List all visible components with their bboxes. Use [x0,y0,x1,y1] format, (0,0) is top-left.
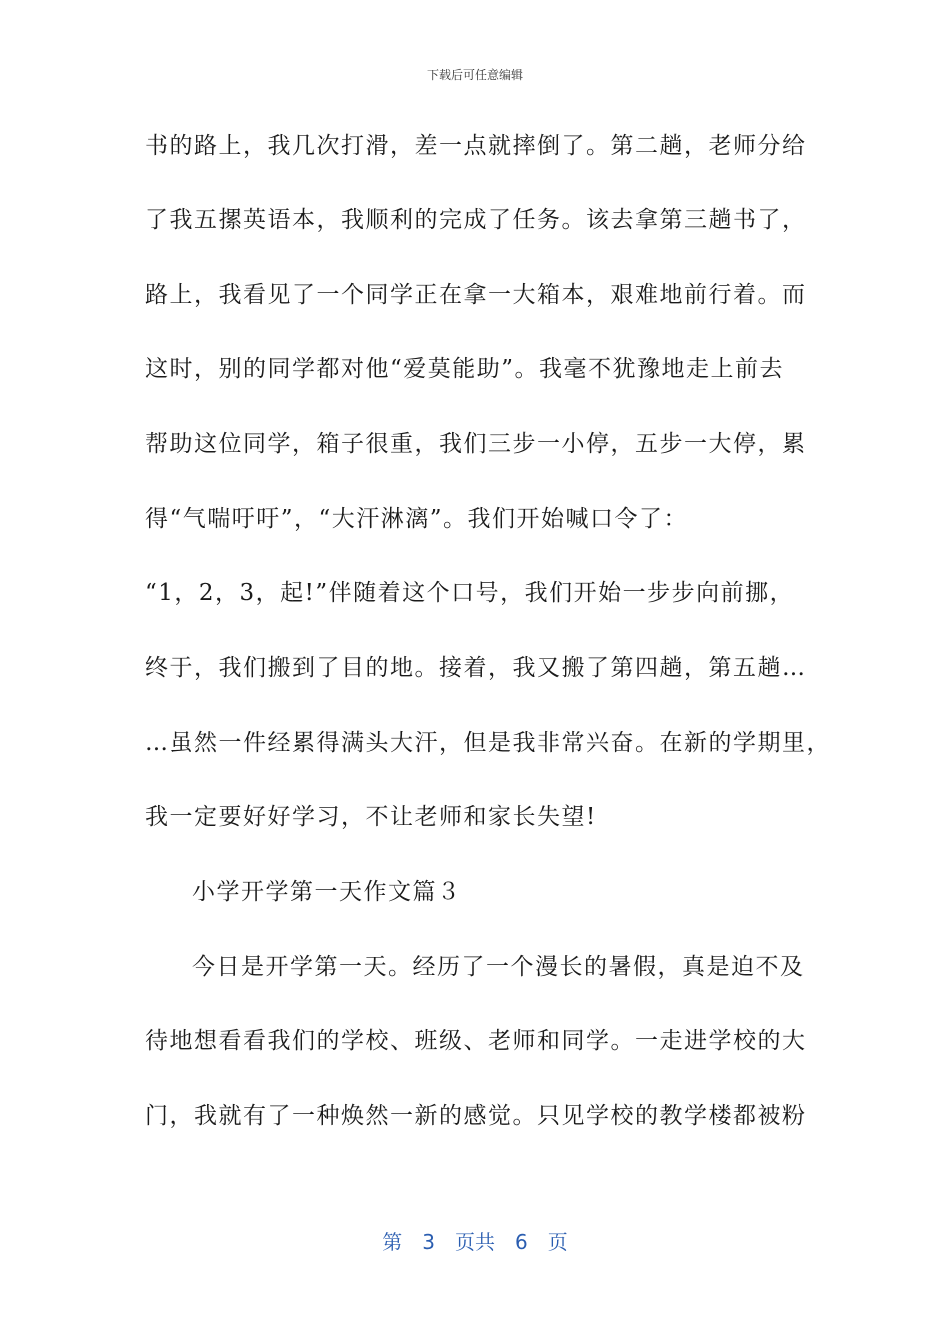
body-line: 终于，我们搬到了目的地。接着，我又搬了第四趟，第五趟… [145,655,807,681]
body-line: 我一定要好好学习，不让老师和家长失望! [145,804,597,830]
body-line: 这时，别的同学都对他“爱莫能助”。我毫不犹豫地走上前去 [145,356,785,382]
page-header: 下载后可任意编辑 [426,68,523,82]
body-line: 帮助这位同学，箱子很重，我们三步一小停，五步一大停，累 [145,431,807,457]
body-line: …虽然一件经累得满头大汗，但是我非常兴奋。在新的学期里， [145,730,831,756]
body-line: “1，2，3，起!”伴随着这个口号，我们开始一步步向前挪， [145,580,795,606]
page-number-footer: 第 3 页共 6 页 [382,1230,568,1254]
body-line: 门，我就有了一种焕然一新的感觉。只见学校的教学楼都被粉 [145,1103,807,1129]
body-line: 今日是开学第一天。经历了一个漫长的暑假，真是迫不及 [192,954,805,980]
body-line: 待地想看看我们的学校、班级、老师和同学。一走进学校的大 [145,1028,807,1054]
section-title: 小学开学第一天作文篇３ [192,879,462,905]
body-line: 路上，我看见了一个同学正在拿一大箱本，艰难地前行着。而 [145,282,807,308]
body-line: 得“气喘吁吁”，“大汗淋漓”。我们开始喊口令了： [145,506,689,532]
body-line: 书的路上，我几次打滑，差一点就摔倒了。第二趟，老师分给 [145,133,807,159]
body-line: 了我五摞英语本，我顺利的完成了任务。该去拿第三趟书了， [145,207,807,233]
